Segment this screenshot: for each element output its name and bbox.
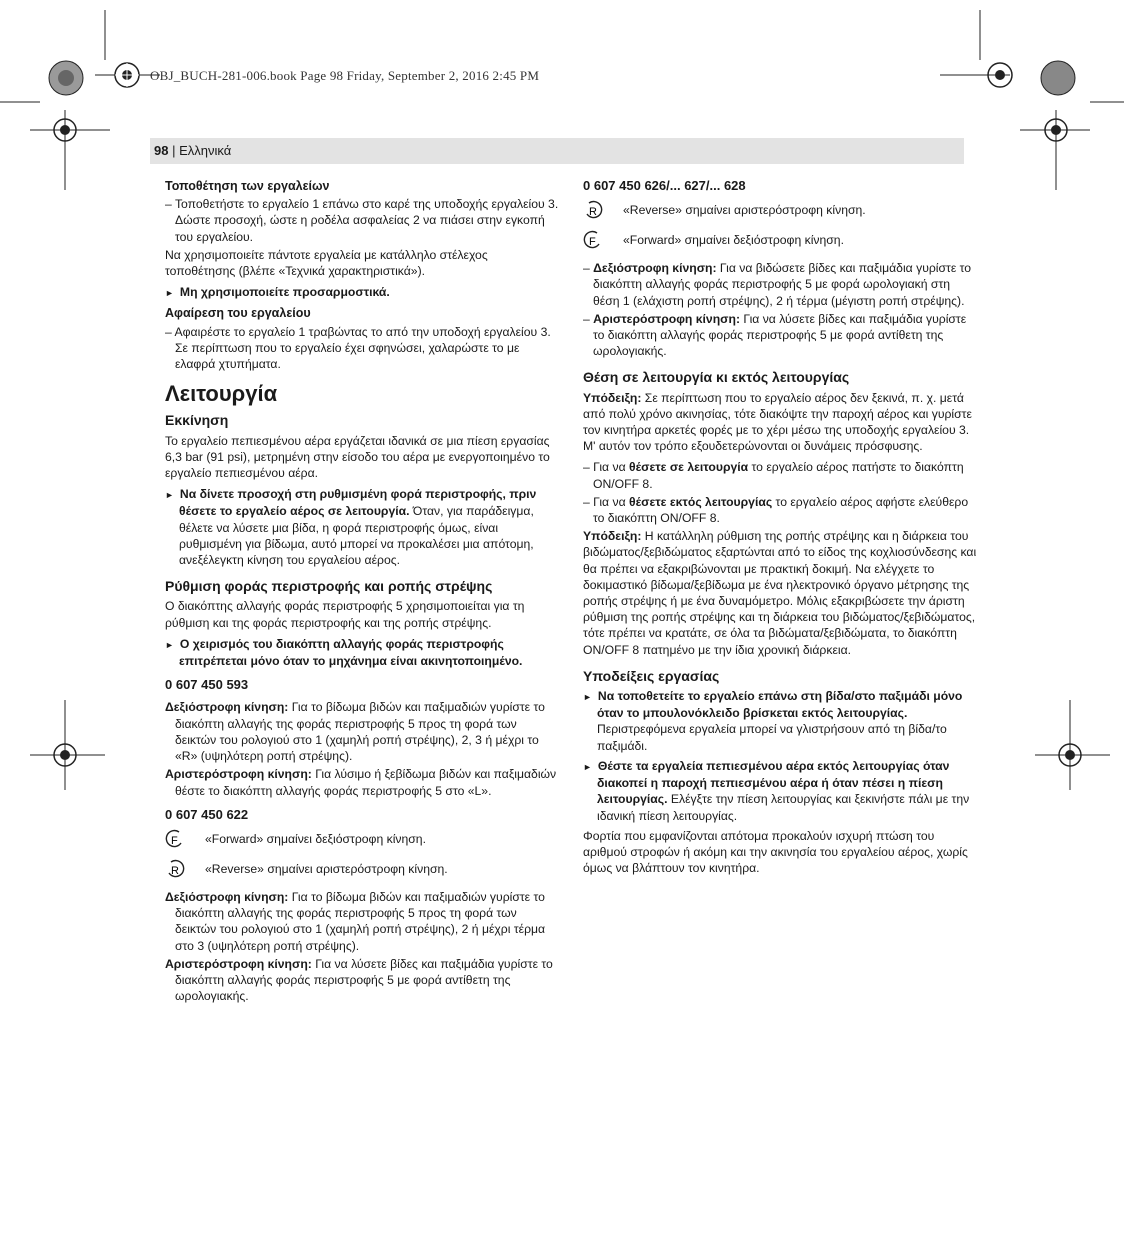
page-header-bar: [150, 138, 964, 164]
header-language: Ελληνικά: [179, 143, 232, 158]
start-warning-text: Όταν, για παράδειγμα, θέλετε να λύσετε μια βίδα, η φορά περιστροφής όμως, είναι ρυθμισμένη για βίδωμα, αυτό μπορεί να προκαλέσει μια απότομη, ανεξέλεγκτη κίνηση του εργαλείου αέρος.: [179, 504, 534, 568]
a-left-text: Για λύσιμο ή ξεβίδωμα βιδών και παξιμαδιών θέστε το διακόπτη αλλαγής φοράς περιστροφής 5 στο «L».: [175, 767, 557, 798]
rotation-para: Ο διακόπτης αλλαγής φοράς περιστροφής 5 χρησιμοποιείται για τη ρύθμιση και της φοράς περιστροφής και της ροπής στρέψης.: [165, 599, 525, 630]
tip2-text: Ελέγξτε την πίεση λειτουργίας και ξεκινήστε πάλι με την ιδανική πίεση λειτουργίας.: [597, 792, 970, 823]
start-warning: [165, 486, 560, 568]
c-left-bold: Αριστερόστροφη κίνηση:: [593, 311, 740, 326]
registration-mark-top-right: [940, 0, 1124, 200]
model-b: 0 607 450 622: [165, 806, 249, 822]
warning-triangle-icon: ►: [583, 692, 592, 703]
mount-warning-text: Μη χρησιμοποιείτε προσαρμοστικά.: [179, 285, 390, 300]
tip2: [583, 758, 978, 824]
b-left: [165, 956, 560, 1005]
c-right: – Δεξιόστροφη κίνηση: Για να βιδώσετε βίδες και παξιμάδια γυρίστε το διακόπτη αλλαγής φοράς περιστροφής 5 με φορά ωρολογιακή στη θέση 1 (ελάχιστη ροπή στρέψης), 2 ή τέρμα (μέγιστη ροπή στρέψης).: [583, 261, 972, 308]
a-right-text: Για το βίδωμα βιδών και παξιμαδιών γυρίστε το διακόπτη αλλαγής της φοράς περιστροφής 5 προς τη φορά των δεικτών του ρολογιού στο 1 (χαμηλή ροπή στρέψης), 2, 3 ή μέχρι το «R» (υψηλότερη ροπή στρέψης).: [175, 700, 545, 764]
print-header: OBJ_BUCH-281-006.book Page 98 Friday, September 2, 2016 2:45 PM: [150, 68, 540, 83]
hint1-bold: Υπόδειξη:: [583, 390, 642, 405]
b-right-bold: Δεξιόστροφη κίνηση:: [165, 889, 289, 904]
a-right: [165, 699, 560, 764]
forward-icon: [583, 230, 603, 250]
c-reverse-row: [583, 200, 978, 220]
a-left: [165, 766, 560, 798]
off-pre: – Για να: [583, 494, 630, 509]
a-left-bold: Αριστερόστροφη κίνηση:: [165, 767, 312, 782]
remove-title: Αφαίρεση του εργαλείου: [165, 306, 311, 321]
registration-mark-right-middle: [1030, 700, 1110, 790]
mount-title: Τοποθέτηση των εργαλείων: [165, 179, 330, 193]
b-left-text: Για να λύσετε βίδες και παξιμάδια γυρίστε το διακόπτη αλλαγής φοράς περιστροφής 5 με φορά αντίθετη της ωρολογιακής.: [175, 956, 553, 1004]
tip1-text: Περιστρεφόμενα εργαλεία μπορεί να γλιστρήσουν από τη βίδα/το παξιμάδι.: [597, 722, 947, 753]
final-para: Φορτία που εμφανίζονται απότομα προκαλούν ισχυρή πτώση του αριθμού στροφών ή ακόμη και την ακινησία του εργαλείου αέρος, χωρίς όμως να βλάπτουν τον κινητήρα.: [583, 828, 968, 876]
off-post: το εργαλείο αέρος αφήστε ελεύθερο το διακόπτη ON/OFF 8.: [593, 494, 969, 526]
reverse-icon-letter: R: [589, 206, 597, 219]
start-title: Εκκίνηση: [165, 412, 229, 429]
on-item: [583, 459, 978, 491]
right-column: [583, 178, 978, 881]
c-forward-row: [583, 230, 978, 250]
b-left-bold: Αριστερόστροφη κίνηση:: [165, 956, 312, 971]
b-reverse-row: [165, 859, 560, 879]
warning-triangle-icon: ►: [165, 490, 174, 501]
on-bold: θέσετε σε λειτουργία: [629, 460, 749, 475]
hint2-bold: Υπόδειξη:: [583, 529, 642, 544]
c-right-bold: Δεξιόστροφη κίνηση:: [593, 261, 717, 276]
tip1: [583, 688, 978, 754]
rotation-warning-text: Ο χειρισμός του διακόπτη αλλαγής φοράς περιστροφής επιτρέπεται μόνο όταν το μηχάνημα είναι ακινητοποιημένο.: [179, 636, 523, 669]
tips-title: Υποδείξεις εργασίας: [583, 667, 720, 684]
tip1-bold: Να τοποθετείτε το εργαλείο επάνω στη βίδα/στο παξιμάδι μόνο όταν το μπουλονόκλειδο βρίσκεται εκτός λειτουργίας.: [597, 689, 963, 721]
remove-item: – Αφαιρέστε το εργαλείο 1 τραβώντας το από την υποδοχή εργαλείου 3. Σε περίπτωση που το εργαλείο έχει σφηνώσει, χαλαρώστε το με ελαφρά χτυπήματα.: [165, 324, 551, 372]
warning-triangle-icon: ►: [165, 639, 174, 650]
left-column: [165, 178, 560, 1006]
onoff-title: Θέση σε λειτουργία κι εκτός λειτουργίας: [583, 369, 850, 386]
b-reverse-text: «Reverse» σημαίνει αριστερόστροφη κίνηση.: [205, 861, 448, 876]
hint2: [583, 528, 978, 658]
c-right-text: Για να βιδώσετε βίδες και παξιμάδια γυρίστε το διακόπτη αλλαγής φοράς περιστροφής 5 με φορά ωρολογιακή στη θέση 1 (ελάχιστη ροπή στρέψης), 2 ή τέρμα (μέγιστη ροπή στρέψης).: [593, 261, 972, 308]
c-forward-text: «Forward» σημαίνει δεξιόστροφη κίνηση.: [623, 233, 844, 248]
c-left-text: Για να λύσετε βίδες και παξιμάδια γυρίστε το διακόπτη αλλαγής φοράς περιστροφής 5 με φορά αντίθετη της ωρολογιακής.: [593, 311, 967, 359]
c-reverse-text: «Reverse» σημαίνει αριστερόστροφη κίνηση.: [623, 203, 866, 218]
off-bold: θέσετε εκτός λειτουργίας: [629, 494, 773, 509]
registration-mark-top-left: [0, 0, 160, 200]
rotation-warning: [165, 636, 560, 669]
c-left: – Αριστερόστροφη κίνηση: Για να λύσετε βίδες και παξιμάδια γυρίστε το διακόπτη αλλαγής φοράς περιστροφής 5 με φορά αντίθετη της ωρολογιακής.: [583, 311, 967, 359]
hint1-text: Σε περίπτωση που το εργαλείο αέρος δεν ξεκινά, π. χ. μετά από πολύ χρόνο ακινησίας, τότε διακόψτε την παροχή αέρος και γυρίστε τον κινητήρα αρκετές φορές με το χέρι μέσω της υποδοχής εργαλείου 3. Μ' αυτόν τον τρόπο εξουδετερώνονται οι δυνάμεις πρόσφυσης.: [583, 390, 972, 454]
on-pre: – Για να: [583, 460, 630, 475]
start-para: Το εργαλείο πεπιεσμένου αέρα εργάζεται ιδανικά σε μια πίεση εργασίας 6,3 bar (91 psi), μετρημένη στην είσοδο του αέρα με ενεργοποιημένο το εργαλείο πεπιεσμένου αέρα.: [165, 433, 550, 481]
operation-title: Λειτουργία: [165, 381, 278, 407]
reverse-icon: [583, 200, 603, 220]
forward-icon-letter: F: [589, 236, 596, 249]
page-number: 98: [154, 143, 169, 158]
model-c: 0 607 450 626/... 627/... 628: [583, 178, 746, 193]
model-a: 0 607 450 593: [165, 677, 249, 693]
warning-triangle-icon: ►: [583, 761, 592, 772]
b-right-text: Για το βίδωμα βιδών και παξιμαδιών γυρίστε το διακόπτη αλλαγής της φοράς περιστροφής 5 προς τη φορά των δεικτών του ρολογιού στο 1 (χαμηλή ροπή στρέψης), 2 ή μέχρι τέρμα στο 3 (υψηλότερη ροπή στρέψης).: [175, 889, 546, 953]
a-right-bold: Δεξιόστροφη κίνηση:: [165, 700, 289, 715]
forward-icon: [165, 829, 185, 849]
registration-mark-left-middle: [30, 700, 110, 790]
hint1: [583, 390, 978, 455]
tip2-bold: Θέστε τα εργαλεία πεπιεσμένου αέρα εκτός λειτουργίας όταν διακοπεί η παροχή πεπιεσμένου αέρα ή όταν πέσει η πίεση λειτουργίας.: [597, 758, 950, 807]
warning-triangle-icon: ►: [165, 288, 174, 299]
page-header: 98 | Ελληνικά: [154, 143, 232, 158]
mount-item: – Τοποθετήστε το εργαλείο 1 επάνω στο καρέ της υποδοχής εργαλείου 3. Δώστε προσοχή, ώστε η ροδέλα ασφαλείας 2 να πιάσει στην εγκοπή του εργαλείου.: [165, 197, 559, 244]
off-item: [583, 494, 978, 526]
start-warning-bold: Να δίνετε προσοχή στη ρυθμισμένη φορά περιστροφής, πριν θέσετε το εργαλείο αέρος σε λειτουργία.: [179, 487, 537, 519]
mount-warning: [165, 284, 560, 301]
on-post: το εργαλείο αέρος πατήστε το διακόπτη ON/OFF 8.: [593, 460, 964, 491]
reverse-icon-letter: R: [171, 864, 179, 877]
hint2-text: Η κατάλληλη ρύθμιση της ροπής στρέψης και η διάρκεια του βιδώματος/ξεβιδώματος εξαρτώνται από το είδος της κοχλιοσύνδεσης και θα πρέπει να εξακριβώνονται με πρακτική δοκιμή. Να ελέγχετε το δοκιμαστικό βίδωμα/ξεβίδωμα με ένα ηλεκτρονικό όργανο μέτρησης της ροπής στρέψης ή με ένα δυναμόμετρο. Μόλις εξακριβώσετε την άριστη ρύθμιση της ροπής στρέψης και τη διάρκεια του βιδώματος/ξεβιδώματος, τότε πρέπει να κρατάτε, σε όλα τα βιδώματα/ξεβιδώματα, το διακόπτη ON/OFF 8 πατημένο με την ίδια χρονική διάρκεια.: [583, 529, 977, 657]
b-forward-text: «Forward» σημαίνει δεξιόστροφη κίνηση.: [205, 831, 426, 846]
b-right: [165, 889, 560, 954]
rotation-title: Ρύθμιση φοράς περιστροφής και ροπής στρέψης: [165, 578, 493, 595]
reverse-icon: [165, 859, 185, 879]
forward-icon-letter: F: [171, 834, 178, 847]
mount-para: Να χρησιμοποιείτε πάντοτε εργαλεία με κατάλληλο στέλεχος τοποθέτησης (βλέπε «Τεχνικά χαρακτηριστικά»).: [165, 247, 488, 279]
b-forward-row: [165, 829, 560, 849]
